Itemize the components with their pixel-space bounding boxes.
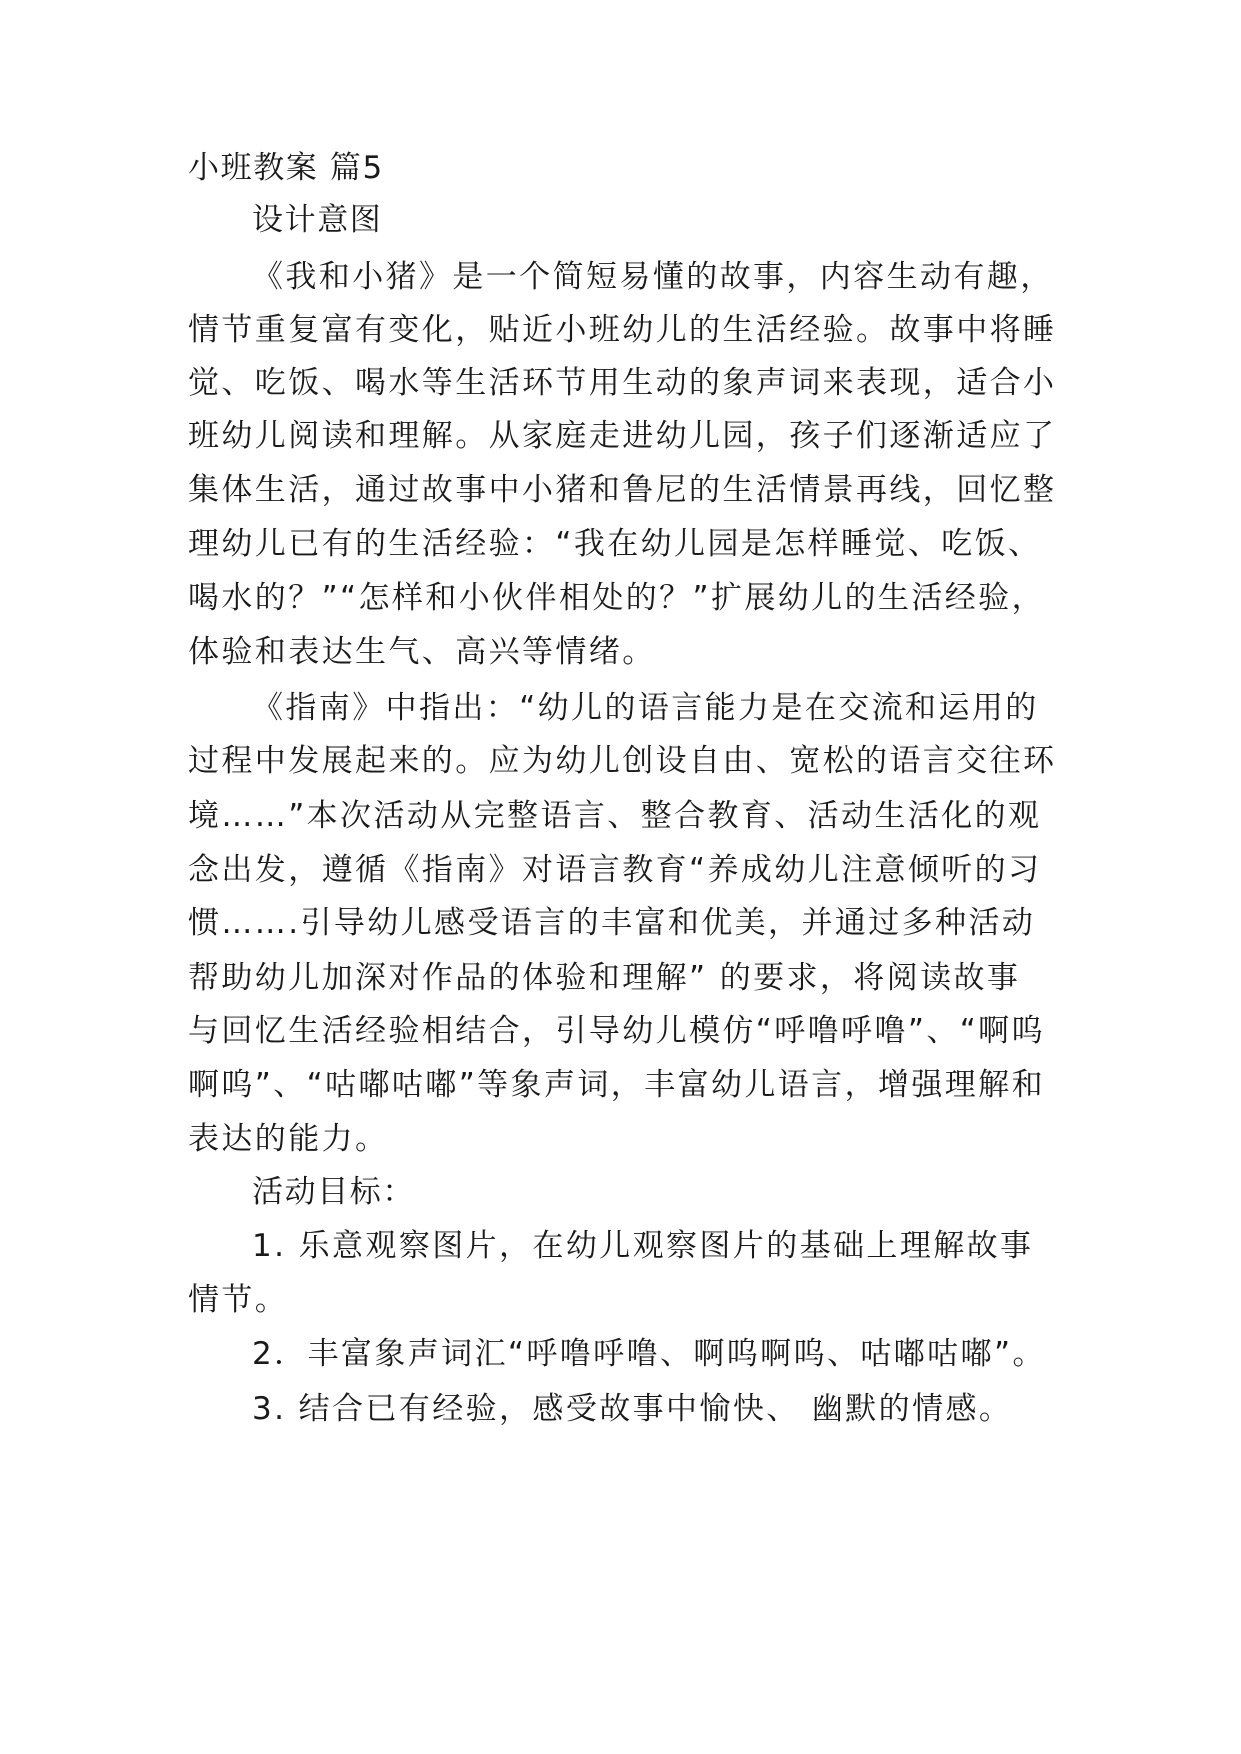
paragraph-line: 表达的能力。 bbox=[188, 1121, 389, 1157]
paragraph-line: 《指南》中指出：“幼儿的语言能力是在交流和运用的 bbox=[252, 690, 1039, 726]
goal-item-1: 1. 乐意观察图片，在幼儿观察图片的基础上理解故事 bbox=[252, 1228, 1034, 1264]
paragraph-line: 觉、吃饭、喝水等生活环节用生动的象声词来表现，适合小 bbox=[188, 365, 1057, 401]
paragraph-line: 喝水的？”“怎样和小伙伴相处的？”扩展幼儿的生活经验， bbox=[188, 580, 1045, 616]
section-heading-design: 设计意图 bbox=[252, 202, 383, 238]
paragraph-line: 《我和小猪》是一个简短易懂的故事，内容生动有趣， bbox=[252, 259, 1054, 295]
goal-item-1-continued: 情节。 bbox=[188, 1282, 289, 1318]
paragraph-line: 集体生活，通过故事中小猪和鲁尼的生活情景再线，回忆整 bbox=[188, 472, 1057, 508]
paragraph-line: 境……”本次活动从完整语言、整合教育、活动生活化的观 bbox=[188, 798, 1042, 834]
document-title: 小班教案 篇5 bbox=[188, 150, 384, 186]
paragraph-line: 与回忆生活经验相结合，引导幼儿模仿“呼噜呼噜”、“啊呜 bbox=[188, 1013, 1045, 1049]
paragraph-line: 理幼儿已有的生活经验：“我在幼儿园是怎样睡觉、吃饭、 bbox=[188, 526, 1042, 562]
section-heading-goals: 活动目标： bbox=[252, 1174, 415, 1210]
paragraph-line: 体验和表达生气、高兴等情绪。 bbox=[188, 634, 656, 670]
goal-item-3: 3. 结合已有经验，感受故事中愉快、 幽默的情感。 bbox=[252, 1391, 1013, 1427]
paragraph-line: 念出发，遵循《指南》对语言教育“养成幼儿注意倾听的习 bbox=[188, 852, 1042, 888]
paragraph-line: 过程中发展起来的。应为幼儿创设自由、宽松的语言交往环 bbox=[188, 743, 1057, 779]
goal-item-2: 2．丰富象声词汇“呼噜呼噜、啊呜啊呜、咕嘟咕嘟”。 bbox=[252, 1336, 1046, 1372]
paragraph-line: 惯…….引导幼儿感受语言的丰富和优美，并通过多种活动 bbox=[188, 905, 1036, 941]
paragraph-line: 班幼儿阅读和理解。从家庭走进幼儿园，孩子们逐渐适应了 bbox=[188, 418, 1057, 454]
paragraph-line: 帮助幼儿加深对作品的体验和理解” 的要求，将阅读故事 bbox=[188, 960, 1021, 996]
paragraph-line: 情节重复富有变化，贴近小班幼儿的生活经验。故事中将睡 bbox=[188, 312, 1057, 348]
paragraph-line: 啊呜”、“咕嘟咕嘟”等象声词，丰富幼儿语言，增强理解和 bbox=[188, 1067, 1045, 1103]
